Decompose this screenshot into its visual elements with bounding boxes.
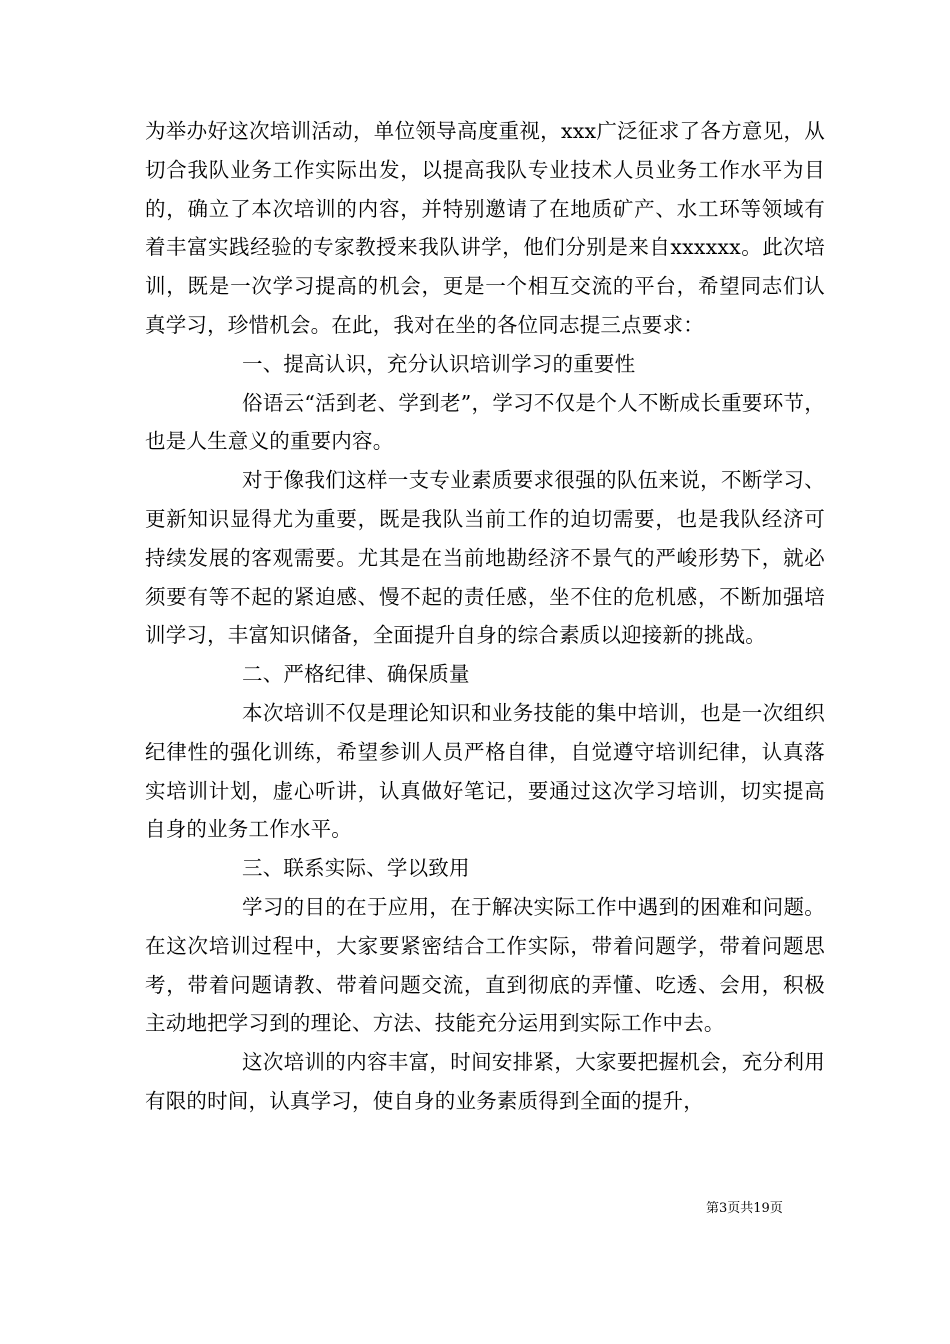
intro-paragraph: 为举办好这次培训活动，单位领导高度重视，xxx广泛征求了各方意见，从切合我队业务工作实际出发，以提高我队专业技术人员业务工作水平为目的，确立了本次培训的内容，并特别邀请了在地质矿产、水工环等领域有着丰富实践经验的专家教授来我队讲学，他们分别是来自xxxxxx。此次培训，既是一次学习提高的机会，更是一个相互交流的平台，希望同志们认真学习，珍惜机会。在此，我对在坐的各位同志提三点要求： bbox=[145, 119, 825, 337]
body-paragraph: 对于像我们这样一支专业素质要求很强的队伍来说，不断学习、更新知识显得尤为重要，既是我队当前工作的迫切需要，也是我队经济可持续发展的客观需要。尤其是在当前地勘经济不景气的严峻形势下，就必须要有等不起的紧迫感、慢不起的责任感，坐不住的危机感，不断加强培训学习，丰富知识储备，全面提升自身的综合素质以迎接新的挑战。 bbox=[145, 468, 825, 648]
section-heading-3: 三、联系实际、学以致用 bbox=[242, 856, 470, 881]
document-body bbox=[145, 112, 825, 1121]
body-paragraph: 这次培训的内容丰富，时间安排紧，大家要把握机会，充分利用有限的时间，认真学习，使自身的业务素质得到全面的提升， bbox=[145, 1050, 825, 1113]
page-number-footer: 第3页共19页 bbox=[706, 1201, 783, 1216]
section-heading-1: 一、提高认识，充分认识培训学习的重要性 bbox=[242, 351, 636, 376]
body-paragraph: 学习的目的在于应用，在于解决实际工作中遇到的困难和问题。在这次培训过程中，大家要紧密结合工作实际，带着问题学，带着问题思考，带着问题请教、带着问题交流，直到彻底的弄懂、吃透、会用，积极主动地把学习到的理论、方法、技能充分运用到实际工作中去。 bbox=[145, 894, 825, 1036]
body-paragraph: 本次培训不仅是理论知识和业务技能的集中培训，也是一次组织纪律性的强化训练，希望参训人员严格自律，自觉遵守培训纪律，认真落实培训计划，虚心听讲，认真做好笔记，要通过这次学习培训，切实提高自身的业务工作水平。 bbox=[145, 700, 825, 842]
body-paragraph: 俗语云“活到老、学到老”，学习不仅是个人不断成长重要环节，也是人生意义的重要内容。 bbox=[145, 390, 825, 454]
section-heading-2: 二、严格纪律、确保质量 bbox=[242, 662, 470, 687]
